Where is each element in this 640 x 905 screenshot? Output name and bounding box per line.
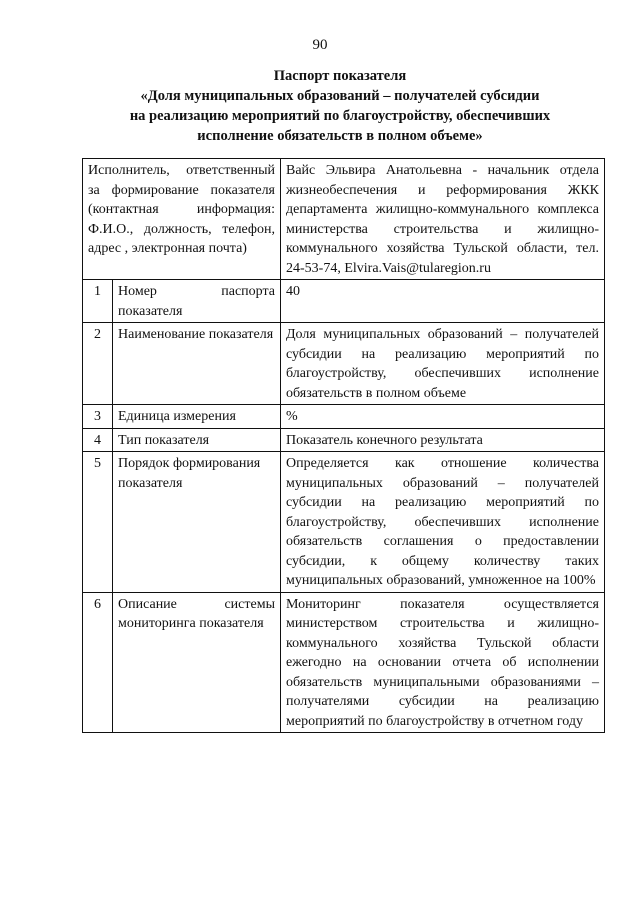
row-label-cell: Номер паспорта показателя [113,280,281,323]
table-row [83,452,605,593]
document-title [70,66,610,146]
row-number-cell: 6 [83,592,113,733]
row-label-cell: Описание системы мониторинга показателя [113,592,281,733]
table-row [83,428,605,452]
title-line-2: «Доля муниципальных образований – получателей субсидии [140,88,540,104]
row-number-cell: 3 [83,405,113,429]
row-label-cell: Тип показателя [113,428,281,452]
passport-table [82,158,605,733]
row-number-cell: 4 [83,428,113,452]
row-label-cell: Единица измерения [113,405,281,429]
page-number: 90 [312,37,328,53]
row-value-cell: 40 [281,280,605,323]
title-line-4: исполнение обязательств в полном объеме» [197,128,483,144]
row-value-cell: Доля муниципальных образований – получателей субсидии на реализацию мероприятий по благоустройству, обеспечивших исполнение обязательств в полном объеме [281,323,605,405]
row-number-cell: 5 [83,452,113,593]
row-number-cell: 2 [83,323,113,405]
title-line-1: Паспорт показателя [273,68,407,84]
row-label-cell: Порядок формирования показателя [113,452,281,593]
row-number-cell: 1 [83,280,113,323]
row-value-cell: % [281,405,605,429]
row-value-cell: Определяется как отношение количества муниципальных образований – получателей субсидии на реализацию мероприятий по благоустройству, обеспечивших исполнение обязательств соглашения о предоставлении субсидии, к общему количеству таких муниципальных образований, умноженное на 100% [281,452,605,593]
responsible-label-cell: Исполнитель, ответственный за формирование показателя (контактная информация: Ф.И.О., должность, телефон, адрес , электронная почта) [83,159,281,280]
row-value-cell: Мониторинг показателя осуществляется министерством строительства и жилищно-коммунального хозяйства Тульской области ежегодно на основании отчета об исполнении обязательств муниципальными образованиями – получателями субсидии на реализацию мероприятий по благоустройству в отчетном году [281,592,605,733]
table-row [83,405,605,429]
table-row [83,280,605,323]
table-row [83,323,605,405]
responsible-value-cell: Вайс Эльвира Анатольевна - начальник отдела жизнеобеспечения и реформирования ЖКК департамента жилищно-коммунального комплекса министерства строительства и жилищно-коммунального хозяйства Тульской области, тел. 24-53-74, Elvira.Vais@tularegion.ru [281,159,605,280]
table-row [83,592,605,733]
row-value-cell: Показатель конечного результата [281,428,605,452]
table-row-responsible [83,159,605,280]
title-line-3: на реализацию мероприятий по благоустройству, обеспечивших [129,108,551,124]
row-label-cell: Наименование показателя [113,323,281,405]
